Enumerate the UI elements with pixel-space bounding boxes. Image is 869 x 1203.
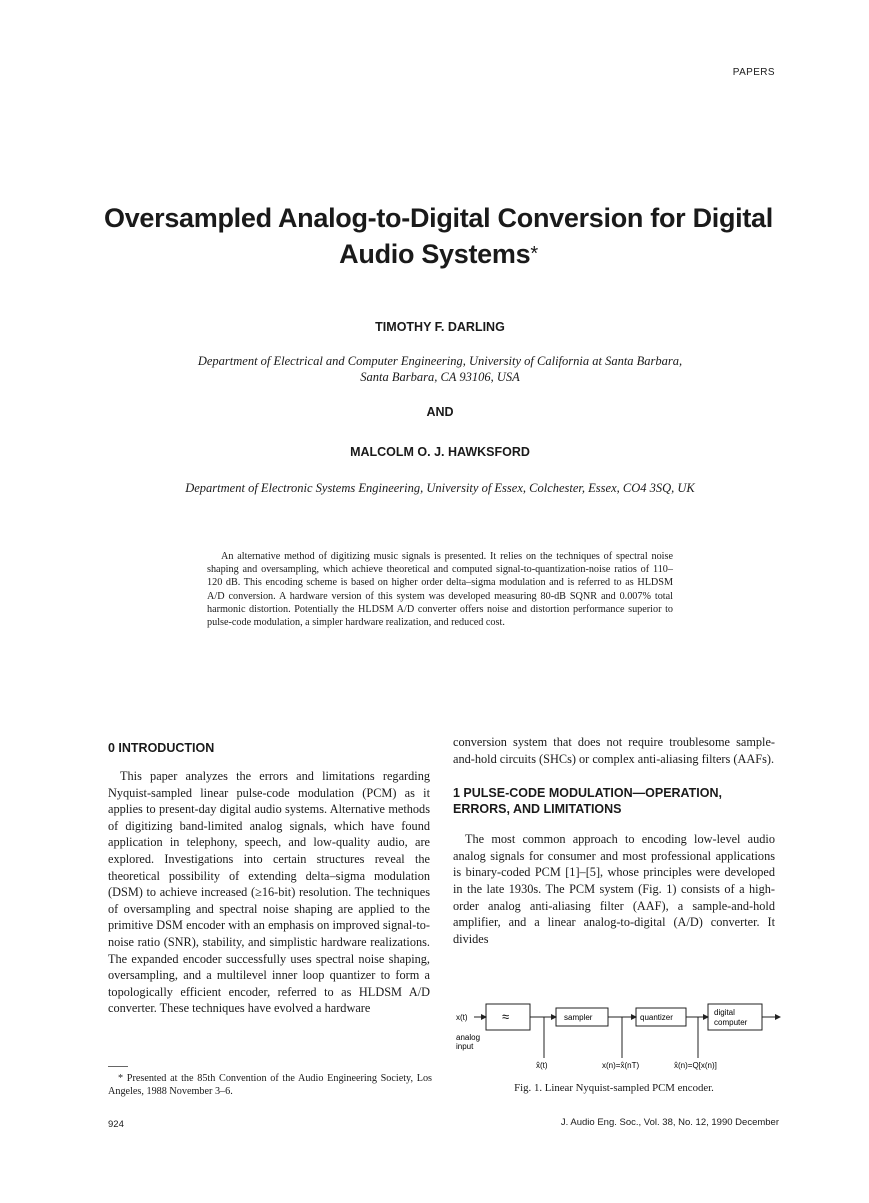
section-heading-pcm: [453, 785, 775, 817]
fig-analog-label: analog: [456, 1033, 481, 1042]
author-1-affiliation-line2: Santa Barbara, CA 93106, USA: [360, 370, 520, 384]
fig-filter-symbol: ≈: [502, 1009, 510, 1024]
journal-citation: J. Audio Eng. Soc., Vol. 38, No. 12, 1990 December: [560, 1117, 779, 1128]
section-heading-pcm-line2: ERRORS, AND LIMITATIONS: [453, 802, 622, 817]
pcm-paragraph: The most common approach to encoding low-level audio analog signals for consumer and most professional applications is binary-coded PCM [1]–[5], whose principles were developed in the late 1930s. The PCM system (Fig. 1) consists of a high-order analog anti-aliasing filter (AAF), a sample-and-hold amplifier, and a linear analog-to-digital (A/D) converter. It divides: [453, 832, 775, 946]
fig-xhat-t-label: x̂(t): [536, 1061, 548, 1070]
fig-xhat-n-label: x̂(n)=Q[x(n)]: [674, 1061, 717, 1070]
fig-computer-label-2: computer: [714, 1018, 748, 1027]
figure-1-caption: Fig. 1. Linear Nyquist-sampled PCM encoder.: [514, 1082, 714, 1094]
section-heading-introduction: 0 INTRODUCTION: [108, 741, 215, 755]
fig-computer-label-1: digital: [714, 1008, 735, 1017]
abstract-text: An alternative method of digitizing music signals is presented. It relies on the techniques of spectral noise shaping and oversampling, which achieve theoretical and computed signal-to-quantization-noise ratios of 110–120 dB. This encoding scheme is based on higher order delta–sigma modulation and is referred to as HLDSM A/D conversion. A hardware version of this system was developed measuring 80-dB SQNR and 0.007% total harmonic distortion. Potentially the HLDSM A/D converter offers noise and distortion performance superior to pulse-code modulation, a simpler hardware realization, and reduced cost.: [207, 551, 673, 629]
running-header: PAPERS: [732, 67, 775, 78]
author-1-affiliation: [0, 353, 869, 385]
title-footnote-marker: *: [530, 243, 538, 265]
footnote: * Presented at the 85th Convention of the Audio Engineering Society, Los Angeles, 1988 November 3–6.: [108, 1073, 432, 1097]
page-number: 924: [108, 1119, 124, 1130]
section-heading-pcm-line1: 1 PULSE-CODE MODULATION—OPERATION,: [453, 786, 722, 801]
author-1-name: TIMOTHY F. DARLING: [375, 320, 505, 334]
figure-1-diagram: [452, 996, 792, 1071]
paper-title: [80, 200, 797, 272]
right-column: [453, 734, 775, 947]
fig-input-word: input: [456, 1042, 474, 1051]
author-2-name: MALCOLM O. J. HAWKSFORD: [350, 445, 530, 459]
fig-input-label: x(t): [456, 1013, 468, 1022]
title-text: Oversampled Analog-to-Digital Conversion for Digital Audio Systems: [104, 203, 773, 269]
author-1-affiliation-line1: Department of Electrical and Computer Engineering, University of California at Santa Barbara,: [197, 354, 683, 368]
and-separator: AND: [426, 405, 454, 419]
fig-sampler-label: sampler: [564, 1013, 593, 1022]
introduction-continued: conversion system that does not require troublesome sample-and-hold circuits (SHCs) or complex anti-aliasing filters (AAFs).: [453, 735, 775, 766]
abstract: [207, 550, 673, 629]
fig-quantizer-label: quantizer: [640, 1013, 673, 1022]
footnote-rule: [108, 1066, 128, 1067]
introduction-paragraph: This paper analyzes the errors and limitations regarding Nyquist-sampled linear pulse-code modulation (PCM) as it applies to present-day digital audio systems. Alternative methods of digitizing band-limited analog signals, which have found application in telephony, speech, and low-quality audio, are explored. Investigations into certain structures reveal the theoretical possibility of extending delta–sigma modulation (DSM) to achieve increased (≥16-bit) resolution. The techniques of oversampling and spectral noise shaping are applied to the primitive DSM encoder with an emphasis on improved signal-to-noise ratio (SNR), stability, and simplistic hardware realizations. The expanded encoder successfully uses spectral noise shaping, oversampling, and a multilevel inner loop quantizer to form a topologically efficient encoder, referred to as HLDSM A/D converter. These techniques have evolved a hardware: [108, 769, 430, 1016]
fig-xn-label: x(n)=x̂(nT): [602, 1061, 640, 1070]
author-2-affiliation: Department of Electronic Systems Engineering, University of Essex, Colchester, Essex, CO4 3SQ, UK: [185, 481, 695, 495]
left-column: [108, 734, 430, 1017]
